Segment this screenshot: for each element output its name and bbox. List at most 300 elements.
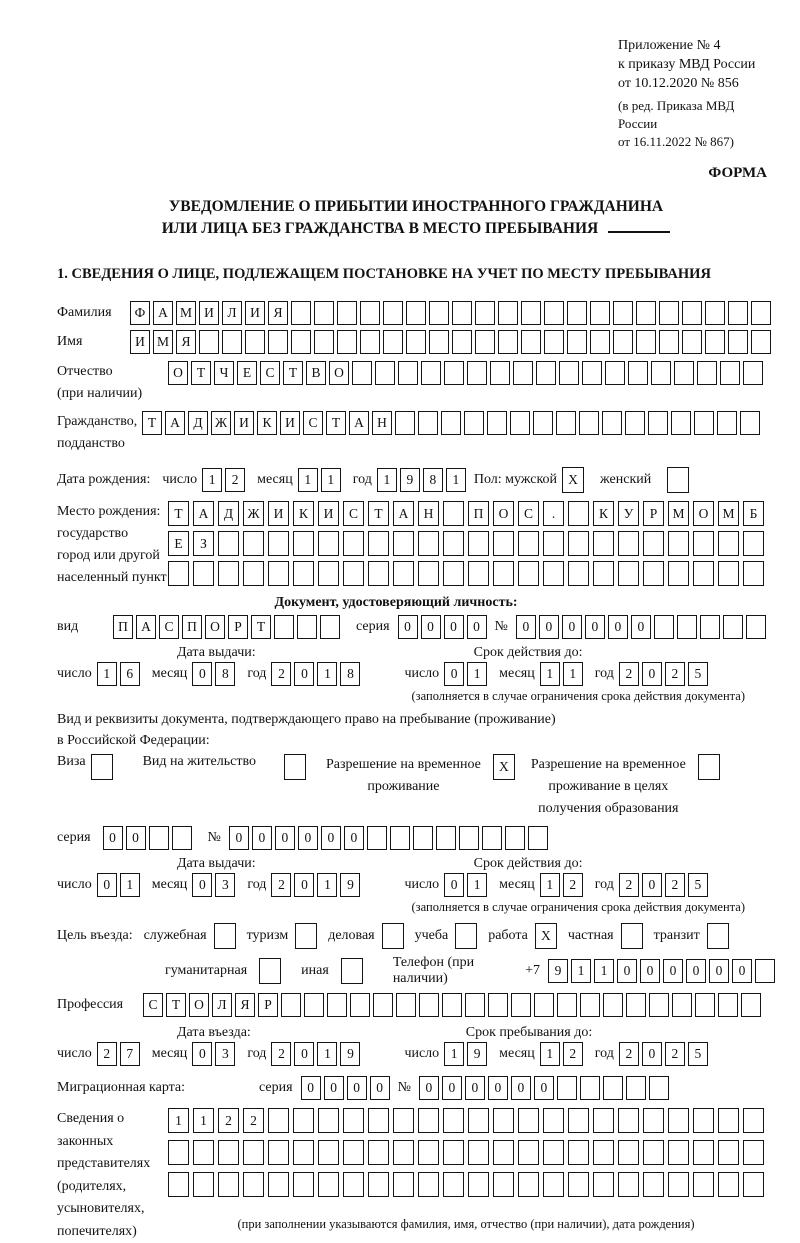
char-cell[interactable]: [343, 1108, 364, 1133]
char-cell[interactable]: Н: [372, 411, 392, 435]
char-cell[interactable]: [718, 531, 739, 556]
char-cell[interactable]: [593, 1172, 614, 1197]
char-cell[interactable]: [293, 1172, 314, 1197]
char-cell[interactable]: [418, 1108, 439, 1133]
char-cell[interactable]: [651, 361, 671, 385]
char-cell[interactable]: М: [718, 501, 739, 526]
char-cell[interactable]: [368, 1108, 389, 1133]
char-cell[interactable]: Р: [643, 501, 664, 526]
char-cell[interactable]: [493, 1108, 514, 1133]
char-cell[interactable]: [475, 330, 495, 354]
char-cell[interactable]: [268, 561, 289, 586]
char-cell[interactable]: [618, 1172, 639, 1197]
char-cell[interactable]: И: [318, 501, 339, 526]
char-cell[interactable]: [468, 531, 489, 556]
char-cell[interactable]: С: [143, 993, 163, 1017]
char-cell[interactable]: [429, 330, 449, 354]
char-cell[interactable]: И: [268, 501, 289, 526]
char-cell[interactable]: [543, 531, 564, 556]
char-cell[interactable]: [390, 826, 410, 850]
char-cell[interactable]: [222, 330, 242, 354]
char-cell[interactable]: [603, 993, 623, 1017]
char-cell[interactable]: [682, 330, 702, 354]
char-cell[interactable]: М: [176, 301, 196, 325]
char-cell[interactable]: С: [260, 361, 280, 385]
char-cell[interactable]: С: [159, 615, 179, 639]
char-cell[interactable]: Е: [168, 531, 189, 556]
char-cell[interactable]: [649, 1076, 669, 1100]
char-cell[interactable]: [743, 1140, 764, 1165]
char-cell[interactable]: [418, 411, 438, 435]
char-cell[interactable]: [668, 1140, 689, 1165]
char-cell[interactable]: 0: [344, 826, 364, 850]
char-cell[interactable]: [91, 754, 113, 780]
char-cell[interactable]: [274, 615, 294, 639]
char-cell[interactable]: [654, 615, 674, 639]
char-cell[interactable]: 1: [467, 662, 487, 686]
char-cell[interactable]: 1: [444, 1042, 464, 1066]
char-cell[interactable]: 1: [317, 873, 337, 897]
char-cell[interactable]: [605, 361, 625, 385]
char-cell[interactable]: 8: [340, 662, 360, 686]
char-cell[interactable]: Д: [218, 501, 239, 526]
char-cell[interactable]: [429, 301, 449, 325]
char-cell[interactable]: Д: [188, 411, 208, 435]
char-cell[interactable]: [603, 1076, 623, 1100]
char-cell[interactable]: 1: [120, 873, 140, 897]
char-cell[interactable]: [543, 1172, 564, 1197]
char-cell[interactable]: [580, 993, 600, 1017]
char-cell[interactable]: У: [618, 501, 639, 526]
char-cell[interactable]: [513, 361, 533, 385]
char-cell[interactable]: 0: [444, 662, 464, 686]
char-cell[interactable]: Б: [743, 501, 764, 526]
char-cell[interactable]: [510, 411, 530, 435]
char-cell[interactable]: [705, 301, 725, 325]
char-cell[interactable]: [465, 993, 485, 1017]
char-cell[interactable]: [568, 1108, 589, 1133]
char-cell[interactable]: 0: [294, 662, 314, 686]
char-cell[interactable]: 0: [294, 1042, 314, 1066]
char-cell[interactable]: [360, 301, 380, 325]
char-cell[interactable]: [488, 993, 508, 1017]
char-cell[interactable]: К: [257, 411, 277, 435]
char-cell[interactable]: [373, 993, 393, 1017]
char-cell[interactable]: 1: [97, 662, 117, 686]
char-cell[interactable]: [243, 1172, 264, 1197]
char-cell[interactable]: [293, 1140, 314, 1165]
char-cell[interactable]: [343, 561, 364, 586]
char-cell[interactable]: [568, 1172, 589, 1197]
char-cell[interactable]: [643, 1108, 664, 1133]
char-cell[interactable]: [199, 330, 219, 354]
char-cell[interactable]: 1: [321, 468, 341, 492]
char-cell[interactable]: [697, 361, 717, 385]
char-cell[interactable]: [649, 993, 669, 1017]
char-cell[interactable]: [695, 993, 715, 1017]
char-cell[interactable]: 1: [540, 873, 560, 897]
char-cell[interactable]: 0: [516, 615, 536, 639]
char-cell[interactable]: [593, 1140, 614, 1165]
char-cell[interactable]: [337, 301, 357, 325]
char-cell[interactable]: Л: [212, 993, 232, 1017]
char-cell[interactable]: 0: [534, 1076, 554, 1100]
char-cell[interactable]: [534, 993, 554, 1017]
char-cell[interactable]: [293, 531, 314, 556]
char-cell[interactable]: [350, 993, 370, 1017]
char-cell[interactable]: [521, 301, 541, 325]
char-cell[interactable]: [746, 615, 766, 639]
char-cell[interactable]: 0: [642, 1042, 662, 1066]
char-cell[interactable]: [418, 1140, 439, 1165]
char-cell[interactable]: [393, 561, 414, 586]
char-cell[interactable]: [568, 1140, 589, 1165]
char-cell[interactable]: 6: [120, 662, 140, 686]
char-cell[interactable]: [293, 1108, 314, 1133]
char-cell[interactable]: [368, 561, 389, 586]
char-cell[interactable]: 2: [665, 1042, 685, 1066]
char-cell[interactable]: А: [153, 301, 173, 325]
char-cell[interactable]: 0: [631, 615, 651, 639]
char-cell[interactable]: П: [182, 615, 202, 639]
char-cell[interactable]: 3: [215, 1042, 235, 1066]
char-cell[interactable]: [580, 1076, 600, 1100]
char-cell[interactable]: [343, 1140, 364, 1165]
char-cell[interactable]: 2: [243, 1108, 264, 1133]
char-cell[interactable]: Я: [176, 330, 196, 354]
char-cell[interactable]: [493, 561, 514, 586]
char-cell[interactable]: 9: [467, 1042, 487, 1066]
char-cell[interactable]: Р: [258, 993, 278, 1017]
char-cell[interactable]: 0: [229, 826, 249, 850]
char-cell[interactable]: [720, 361, 740, 385]
char-cell[interactable]: [442, 993, 462, 1017]
char-cell[interactable]: [741, 993, 761, 1017]
char-cell[interactable]: 1: [168, 1108, 189, 1133]
char-cell[interactable]: [625, 411, 645, 435]
char-cell[interactable]: [406, 301, 426, 325]
char-cell[interactable]: [528, 826, 548, 850]
char-cell[interactable]: [626, 993, 646, 1017]
char-cell[interactable]: 0: [562, 615, 582, 639]
char-cell[interactable]: 1: [317, 1042, 337, 1066]
char-cell[interactable]: [172, 826, 192, 850]
char-cell[interactable]: [590, 330, 610, 354]
char-cell[interactable]: [743, 1172, 764, 1197]
char-cell[interactable]: [693, 531, 714, 556]
char-cell[interactable]: [668, 531, 689, 556]
char-cell[interactable]: 8: [215, 662, 235, 686]
char-cell[interactable]: [318, 531, 339, 556]
char-cell[interactable]: [482, 826, 502, 850]
char-cell[interactable]: Р: [228, 615, 248, 639]
char-cell[interactable]: О: [329, 361, 349, 385]
char-cell[interactable]: [291, 330, 311, 354]
char-cell[interactable]: [671, 411, 691, 435]
char-cell[interactable]: [668, 1172, 689, 1197]
char-cell[interactable]: [755, 959, 775, 983]
char-cell[interactable]: 1: [540, 1042, 560, 1066]
char-cell[interactable]: [593, 531, 614, 556]
char-cell[interactable]: [218, 1172, 239, 1197]
char-cell[interactable]: [318, 561, 339, 586]
char-cell[interactable]: [318, 1172, 339, 1197]
char-cell[interactable]: 5: [688, 662, 708, 686]
char-cell[interactable]: [490, 361, 510, 385]
char-cell[interactable]: [297, 615, 317, 639]
char-cell[interactable]: Ж: [211, 411, 231, 435]
char-cell[interactable]: 1: [467, 873, 487, 897]
char-cell[interactable]: 2: [619, 873, 639, 897]
char-cell[interactable]: И: [234, 411, 254, 435]
char-cell[interactable]: [521, 330, 541, 354]
char-cell[interactable]: 0: [608, 615, 628, 639]
char-cell[interactable]: [243, 1140, 264, 1165]
char-cell[interactable]: 0: [192, 873, 212, 897]
char-cell[interactable]: [320, 615, 340, 639]
char-cell[interactable]: С: [343, 501, 364, 526]
char-cell[interactable]: [441, 411, 461, 435]
char-cell[interactable]: [382, 923, 404, 949]
char-cell[interactable]: О: [205, 615, 225, 639]
char-cell[interactable]: [418, 531, 439, 556]
char-cell[interactable]: [579, 411, 599, 435]
char-cell[interactable]: [493, 1172, 514, 1197]
char-cell[interactable]: [383, 330, 403, 354]
char-cell[interactable]: [718, 1172, 739, 1197]
char-cell[interactable]: 0: [585, 615, 605, 639]
char-cell[interactable]: [718, 1108, 739, 1133]
char-cell[interactable]: [628, 361, 648, 385]
char-cell[interactable]: С: [303, 411, 323, 435]
char-cell[interactable]: [718, 1140, 739, 1165]
char-cell[interactable]: [464, 411, 484, 435]
char-cell[interactable]: [743, 361, 763, 385]
char-cell[interactable]: [618, 1108, 639, 1133]
char-cell[interactable]: [493, 1140, 514, 1165]
char-cell[interactable]: [567, 330, 587, 354]
char-cell[interactable]: [291, 301, 311, 325]
char-cell[interactable]: С: [518, 501, 539, 526]
char-cell[interactable]: [582, 361, 602, 385]
char-cell[interactable]: Ж: [243, 501, 264, 526]
char-cell[interactable]: [559, 361, 579, 385]
char-cell[interactable]: [693, 1140, 714, 1165]
char-cell[interactable]: .: [543, 501, 564, 526]
char-cell[interactable]: И: [280, 411, 300, 435]
char-cell[interactable]: [567, 301, 587, 325]
char-cell[interactable]: Т: [168, 501, 189, 526]
char-cell[interactable]: Т: [251, 615, 271, 639]
char-cell[interactable]: 0: [398, 615, 418, 639]
char-cell[interactable]: [743, 561, 764, 586]
char-cell[interactable]: 2: [619, 1042, 639, 1066]
char-cell[interactable]: О: [493, 501, 514, 526]
char-cell[interactable]: [667, 467, 689, 493]
char-cell[interactable]: [593, 561, 614, 586]
char-cell[interactable]: М: [668, 501, 689, 526]
char-cell[interactable]: [643, 1140, 664, 1165]
char-cell[interactable]: О: [189, 993, 209, 1017]
char-cell[interactable]: 1: [377, 468, 397, 492]
char-cell[interactable]: [743, 531, 764, 556]
char-cell[interactable]: 0: [663, 959, 683, 983]
char-cell[interactable]: А: [393, 501, 414, 526]
char-cell[interactable]: [705, 330, 725, 354]
char-cell[interactable]: А: [193, 501, 214, 526]
char-cell[interactable]: [487, 411, 507, 435]
char-cell[interactable]: [740, 411, 760, 435]
char-cell[interactable]: [568, 561, 589, 586]
char-cell[interactable]: 0: [321, 826, 341, 850]
char-cell[interactable]: [618, 531, 639, 556]
char-cell[interactable]: [718, 993, 738, 1017]
char-cell[interactable]: 2: [563, 1042, 583, 1066]
char-cell[interactable]: [723, 615, 743, 639]
char-cell[interactable]: П: [468, 501, 489, 526]
char-cell[interactable]: [352, 361, 372, 385]
char-cell[interactable]: 0: [642, 873, 662, 897]
char-cell[interactable]: [467, 361, 487, 385]
char-cell[interactable]: 0: [467, 615, 487, 639]
char-cell[interactable]: [243, 561, 264, 586]
char-cell[interactable]: [693, 1172, 714, 1197]
char-cell[interactable]: [468, 1108, 489, 1133]
char-cell[interactable]: К: [593, 501, 614, 526]
char-cell[interactable]: 0: [488, 1076, 508, 1100]
char-cell[interactable]: [511, 993, 531, 1017]
char-cell[interactable]: [218, 531, 239, 556]
char-cell[interactable]: [393, 1108, 414, 1133]
char-cell[interactable]: [293, 561, 314, 586]
char-cell[interactable]: 2: [218, 1108, 239, 1133]
char-cell[interactable]: [468, 1172, 489, 1197]
char-cell[interactable]: [518, 561, 539, 586]
char-cell[interactable]: 1: [202, 468, 222, 492]
char-cell[interactable]: 1: [317, 662, 337, 686]
char-cell[interactable]: [214, 923, 236, 949]
char-cell[interactable]: 0: [294, 873, 314, 897]
char-cell[interactable]: [443, 1108, 464, 1133]
char-cell[interactable]: [518, 531, 539, 556]
char-cell[interactable]: Т: [191, 361, 211, 385]
char-cell[interactable]: 0: [539, 615, 559, 639]
char-cell[interactable]: 9: [340, 1042, 360, 1066]
char-cell[interactable]: [475, 301, 495, 325]
char-cell[interactable]: [677, 615, 697, 639]
char-cell[interactable]: 2: [563, 873, 583, 897]
char-cell[interactable]: [168, 1172, 189, 1197]
char-cell[interactable]: [318, 1108, 339, 1133]
char-cell[interactable]: 5: [688, 1042, 708, 1066]
char-cell[interactable]: Л: [222, 301, 242, 325]
char-cell[interactable]: [245, 330, 265, 354]
char-cell[interactable]: 1: [563, 662, 583, 686]
char-cell[interactable]: 0: [192, 662, 212, 686]
char-cell[interactable]: Ф: [130, 301, 150, 325]
char-cell[interactable]: 0: [301, 1076, 321, 1100]
char-cell[interactable]: М: [153, 330, 173, 354]
char-cell[interactable]: [436, 826, 456, 850]
char-cell[interactable]: [700, 615, 720, 639]
char-cell[interactable]: Н: [418, 501, 439, 526]
char-cell[interactable]: [419, 993, 439, 1017]
char-cell[interactable]: [367, 826, 387, 850]
char-cell[interactable]: [751, 330, 771, 354]
char-cell[interactable]: [498, 330, 518, 354]
char-cell[interactable]: [406, 330, 426, 354]
char-cell[interactable]: [243, 531, 264, 556]
char-cell[interactable]: 2: [225, 468, 245, 492]
char-cell[interactable]: [398, 361, 418, 385]
char-cell[interactable]: [327, 993, 347, 1017]
char-cell[interactable]: 0: [709, 959, 729, 983]
char-cell[interactable]: 3: [215, 873, 235, 897]
char-cell[interactable]: И: [199, 301, 219, 325]
char-cell[interactable]: 9: [340, 873, 360, 897]
char-cell[interactable]: [314, 330, 334, 354]
char-cell[interactable]: [557, 1076, 577, 1100]
char-cell[interactable]: Ч: [214, 361, 234, 385]
char-cell[interactable]: И: [130, 330, 150, 354]
char-cell[interactable]: 9: [548, 959, 568, 983]
char-cell[interactable]: А: [349, 411, 369, 435]
char-cell[interactable]: Т: [166, 993, 186, 1017]
char-cell[interactable]: 2: [619, 662, 639, 686]
char-cell[interactable]: [593, 1108, 614, 1133]
char-cell[interactable]: [443, 1140, 464, 1165]
char-cell[interactable]: [284, 754, 306, 780]
char-cell[interactable]: О: [168, 361, 188, 385]
char-cell[interactable]: 0: [465, 1076, 485, 1100]
char-cell[interactable]: [268, 1108, 289, 1133]
char-cell[interactable]: [193, 561, 214, 586]
char-cell[interactable]: [557, 993, 577, 1017]
char-cell[interactable]: [218, 561, 239, 586]
char-cell[interactable]: [543, 1108, 564, 1133]
char-cell[interactable]: Я: [268, 301, 288, 325]
char-cell[interactable]: [618, 1140, 639, 1165]
char-cell[interactable]: [360, 330, 380, 354]
char-cell[interactable]: [693, 561, 714, 586]
char-cell[interactable]: [505, 826, 525, 850]
char-cell[interactable]: [648, 411, 668, 435]
char-cell[interactable]: 0: [511, 1076, 531, 1100]
char-cell[interactable]: [459, 826, 479, 850]
char-cell[interactable]: 0: [642, 662, 662, 686]
char-cell[interactable]: 0: [640, 959, 660, 983]
char-cell[interactable]: [281, 993, 301, 1017]
char-cell[interactable]: [368, 1140, 389, 1165]
char-cell[interactable]: [674, 361, 694, 385]
char-cell[interactable]: [396, 993, 416, 1017]
char-cell[interactable]: 0: [421, 615, 441, 639]
char-cell[interactable]: [452, 330, 472, 354]
char-cell[interactable]: [418, 561, 439, 586]
char-cell[interactable]: 0: [324, 1076, 344, 1100]
char-cell[interactable]: 0: [192, 1042, 212, 1066]
char-cell[interactable]: 0: [347, 1076, 367, 1100]
char-cell[interactable]: 1: [571, 959, 591, 983]
char-cell[interactable]: [751, 301, 771, 325]
char-cell[interactable]: [698, 754, 720, 780]
char-cell[interactable]: И: [245, 301, 265, 325]
char-cell[interactable]: [518, 1172, 539, 1197]
char-cell[interactable]: [393, 531, 414, 556]
char-cell[interactable]: [443, 1172, 464, 1197]
char-cell[interactable]: 1: [298, 468, 318, 492]
char-cell[interactable]: 2: [271, 1042, 291, 1066]
